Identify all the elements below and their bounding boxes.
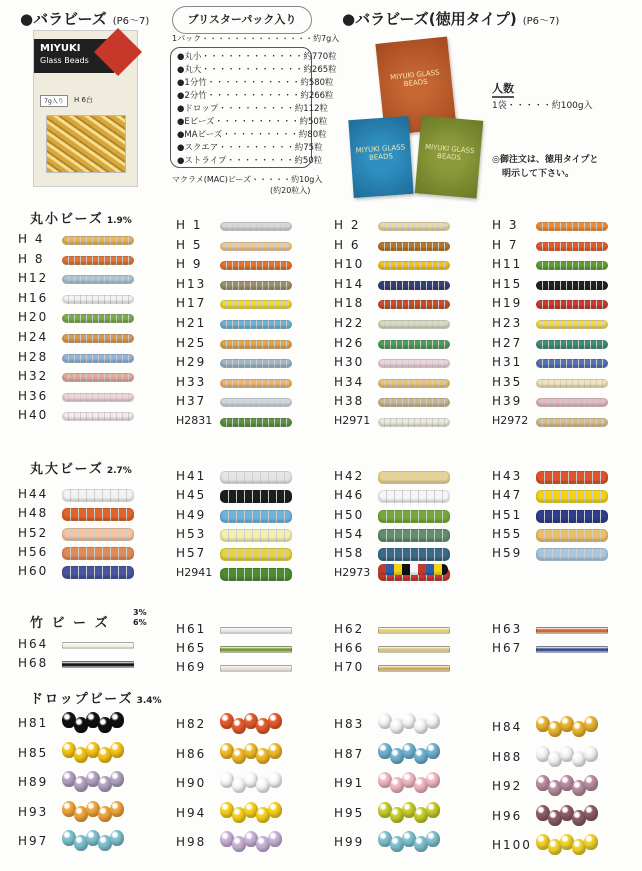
drop-bead-swatch	[220, 713, 290, 735]
bead-count-item: ●スクエア・・・・・・・・・約75粒	[177, 143, 323, 153]
bead-strand-swatch	[536, 529, 608, 542]
drop-bead-swatch	[378, 802, 448, 824]
bead-code-label: H19	[492, 296, 523, 311]
drop-bead	[426, 831, 440, 847]
bead-strand-swatch	[536, 471, 608, 484]
bead-strand-swatch	[536, 398, 608, 407]
drop-bead-swatch	[536, 805, 606, 827]
drop-bead	[584, 716, 598, 732]
bead-code-label: H 2	[334, 218, 361, 232]
bead-code-label: H65	[176, 641, 207, 655]
bead-code-label: H20	[18, 310, 49, 325]
order-note-line1: ◎御注文は、徳用タイプと	[492, 155, 599, 165]
green-bead-bag: MIYUKI GLASS BEADS	[415, 115, 484, 198]
bead-code-label: H30	[334, 355, 365, 370]
bead-code-label: H100	[492, 838, 532, 852]
bead-strand-swatch	[220, 281, 292, 290]
bead-strand-swatch	[536, 418, 608, 427]
bead-strand-swatch	[536, 510, 608, 523]
bead-code-label: H32	[18, 369, 49, 384]
drop-bead-swatch	[62, 801, 132, 823]
bead-code-label: H 9	[176, 257, 203, 272]
bead-code-label: H51	[492, 507, 523, 522]
per-bag-weight: 1袋・・・・・約100g入	[492, 101, 593, 111]
bead-strand-swatch	[220, 529, 292, 542]
bugle-bead-swatch	[378, 627, 450, 634]
bead-code-label: H2941	[176, 565, 213, 579]
drop-bead-swatch	[536, 775, 606, 797]
bead-code-label: H93	[18, 804, 49, 819]
drop-bead	[426, 772, 440, 788]
bead-strand-swatch	[536, 379, 608, 388]
value-bulk-header: ●バラビーズ(徳用タイプ) (P6〜7)	[342, 10, 560, 28]
bead-strand-swatch	[220, 242, 292, 251]
bead-strand-swatch	[536, 490, 608, 503]
bead-code-label: H14	[334, 276, 365, 291]
bead-code-label: H54	[334, 526, 365, 541]
bead-count-item: ●2分竹・・・・・・・・・・・約266粒	[177, 91, 334, 101]
drop-bead	[268, 831, 282, 847]
bead-strand-swatch	[220, 300, 292, 309]
bead-code-label: H39	[492, 394, 523, 409]
bead-code-label: H82	[176, 717, 207, 731]
bead-code-label: H22	[334, 316, 365, 330]
bead-strand-swatch	[62, 547, 134, 560]
bead-strand-swatch	[378, 418, 450, 427]
blue-bead-bag: MIYUKI GLASS BEADS	[348, 116, 413, 198]
bead-strand-swatch	[378, 564, 448, 575]
bead-strand-swatch	[536, 548, 608, 561]
bead-code-label: H68	[18, 656, 49, 670]
bead-strand-swatch	[220, 418, 292, 427]
bead-code-label: H2972	[492, 414, 529, 427]
bead-strand-swatch	[62, 412, 134, 421]
bead-code-label: H33	[176, 374, 207, 389]
section-title-take: 竹 ビ ー ズ 3% 6%	[30, 608, 147, 631]
bead-count-item: ●丸大・・・・・・・・・・・・約265粒	[177, 65, 337, 75]
drop-bead	[584, 775, 598, 791]
drop-bead-swatch	[536, 716, 606, 738]
drop-bead-swatch	[220, 802, 290, 824]
bead-code-label: H 5	[176, 237, 203, 252]
quantity-title: 人数	[492, 80, 514, 98]
drop-bead	[110, 712, 124, 728]
bead-code-label: H21	[176, 316, 207, 330]
bead-code-label: H41	[176, 469, 207, 483]
bead-code-label: H95	[334, 805, 365, 820]
bugle-bead-swatch	[62, 642, 134, 649]
bead-code-label: H 3	[492, 218, 519, 232]
bead-strand-swatch	[62, 393, 134, 402]
bead-strand-swatch	[220, 379, 292, 388]
bead-count-item: ●1分竹・・・・・・・・・・・約580粒	[177, 78, 334, 88]
drop-bead	[110, 830, 124, 846]
blister-pack-photo	[33, 30, 138, 187]
bead-strand-swatch	[536, 242, 608, 251]
drop-bead	[268, 743, 282, 759]
bead-strand-swatch	[378, 300, 450, 309]
bead-code-label: H42	[334, 469, 365, 483]
bead-strand-swatch	[220, 340, 292, 349]
bead-code-label: H84	[492, 720, 523, 734]
macrame-line: マクラメ(MAC)ビーズ・・・・・約10g入	[172, 175, 323, 184]
bead-strand-swatch	[378, 529, 450, 542]
bead-code-label: H 8	[18, 251, 45, 266]
drop-bead-swatch	[220, 831, 290, 853]
bugle-bead-swatch	[378, 665, 450, 672]
bead-code-label: H61	[176, 622, 207, 636]
section-title-drop: ドロップビーズ 3.4%	[30, 692, 162, 707]
bead-code-label: H67	[492, 641, 523, 655]
product-code-tag: H 6台	[74, 96, 93, 104]
bead-strand-swatch	[378, 510, 450, 523]
bead-code-label: H34	[334, 374, 365, 389]
macrame-count: (約20粒入)	[270, 186, 311, 195]
bead-code-label: H53	[176, 526, 207, 541]
bead-count-item: ●ストライプ・・・・・・・・約50粒	[177, 156, 323, 166]
bead-strand-swatch	[536, 222, 608, 231]
bead-strand-swatch	[62, 566, 134, 579]
bead-code-label: H11	[492, 257, 523, 272]
bead-code-label: H62	[334, 622, 365, 636]
drop-bead-swatch	[378, 713, 448, 735]
bead-code-label: H48	[18, 506, 49, 521]
drop-bead-swatch	[378, 743, 448, 765]
bead-strand-swatch	[62, 373, 134, 382]
bead-code-label: H90	[176, 776, 207, 790]
bead-code-label: H15	[492, 276, 523, 291]
bead-code-label: H63	[492, 622, 523, 636]
bead-code-label: H45	[176, 488, 207, 503]
bead-code-label: H 4	[18, 232, 45, 246]
drop-bead-swatch	[62, 830, 132, 852]
bead-code-label: H35	[492, 374, 523, 389]
bead-code-label: H88	[492, 749, 523, 764]
bead-code-label: H99	[334, 835, 365, 849]
bead-strand-swatch	[62, 489, 134, 502]
bead-strand-swatch	[62, 275, 134, 284]
bead-strand-swatch	[536, 300, 608, 309]
bead-code-label: H44	[18, 487, 49, 501]
bead-code-label: H12	[18, 271, 49, 286]
bead-strand-swatch	[536, 340, 608, 349]
bead-code-label: H87	[334, 746, 365, 761]
bead-code-label: H81	[18, 716, 49, 730]
bead-code-label: H26	[334, 335, 365, 350]
bead-code-label: H2831	[176, 414, 213, 427]
bead-strand-swatch	[378, 490, 450, 503]
bead-strand-swatch	[378, 242, 450, 251]
bead-count-item: ●Eビーズ・・・・・・・・・・約50粒	[177, 117, 328, 127]
bead-strand-swatch	[62, 508, 134, 521]
miyuki-logo: MIYUKI Glass Beads	[34, 39, 114, 73]
bugle-bead-swatch	[378, 646, 450, 653]
bead-strand-swatch	[220, 548, 292, 561]
bead-strand-swatch	[62, 236, 134, 245]
bead-code-label: H13	[176, 276, 207, 291]
bead-code-label: H89	[18, 775, 49, 789]
bead-code-label: H60	[18, 564, 49, 579]
bead-code-label: H50	[334, 507, 365, 522]
drop-bead-swatch	[536, 746, 606, 768]
bead-strand-swatch	[378, 340, 450, 349]
bead-code-label: H46	[334, 488, 365, 503]
bead-strand-swatch	[220, 568, 292, 581]
drop-bead-swatch	[62, 742, 132, 764]
bead-code-label: H86	[176, 746, 207, 761]
bead-code-label: H16	[18, 290, 49, 305]
bead-code-label: H49	[176, 507, 207, 522]
bead-code-label: H36	[18, 388, 49, 403]
bead-strand-swatch	[536, 359, 608, 368]
bead-code-label: H83	[334, 717, 365, 731]
bead-code-label: H58	[334, 546, 365, 561]
bead-strand-swatch	[378, 398, 450, 407]
bead-strand-swatch	[62, 295, 134, 304]
blister-pack-title: ブリスターパック入り	[172, 6, 312, 34]
bead-code-label: H37	[176, 394, 207, 409]
drop-bead-swatch	[536, 834, 606, 856]
bead-code-label: H64	[18, 637, 49, 651]
bead-strand-swatch	[220, 510, 292, 523]
bead-code-label: H40	[18, 408, 49, 423]
drop-bead	[584, 746, 598, 762]
bugle-bead-swatch	[220, 646, 292, 653]
drop-bead-swatch	[378, 772, 448, 794]
drop-bead	[268, 772, 282, 788]
drop-bead	[426, 713, 440, 729]
drop-bead	[584, 834, 598, 850]
bead-code-label: H24	[18, 330, 49, 344]
bead-strand-swatch	[62, 334, 134, 343]
bead-code-label: H43	[492, 469, 523, 483]
bugle-bead-swatch	[220, 665, 292, 672]
bead-code-label: H28	[18, 349, 49, 364]
bead-strand-swatch	[62, 354, 134, 363]
bead-strand-swatch	[536, 261, 608, 270]
bead-code-label: H25	[176, 335, 207, 350]
bead-strand-swatch	[62, 528, 134, 541]
drop-bead	[110, 801, 124, 817]
order-note-line2: 明示して下さい。	[502, 169, 575, 179]
bead-code-label: H27	[492, 335, 523, 350]
bugle-bead-swatch	[536, 627, 608, 634]
bead-strand-swatch	[220, 261, 292, 270]
bead-strand-swatch	[62, 314, 134, 323]
drop-bead	[426, 743, 440, 759]
bead-code-label: H97	[18, 834, 49, 848]
section-title-marudai: 丸大ビーズ 2.7%	[30, 462, 132, 477]
drop-bead-swatch	[62, 712, 132, 734]
bead-code-label: H2973	[334, 565, 371, 579]
drop-bead	[268, 713, 282, 729]
bead-strand-swatch	[220, 320, 292, 329]
drop-bead	[110, 771, 124, 787]
bead-code-label: H94	[176, 805, 207, 820]
bead-strand-swatch	[220, 359, 292, 368]
bead-code-label: H55	[492, 526, 523, 541]
bead-code-label: H85	[18, 745, 49, 760]
bead-strand-swatch	[220, 490, 292, 503]
gold-bead-tray	[46, 115, 126, 173]
bead-code-label: H57	[176, 546, 207, 561]
bead-strand-swatch	[378, 320, 450, 329]
bead-code-label: H69	[176, 660, 207, 674]
bugle-bead-swatch	[220, 627, 292, 634]
bead-code-label: H 6	[334, 237, 361, 252]
bead-code-label: H 1	[176, 218, 203, 232]
bead-strand-swatch	[378, 359, 450, 368]
bead-code-label: H52	[18, 525, 49, 540]
bead-code-label: H2971	[334, 414, 371, 427]
bead-strand-swatch	[378, 281, 450, 290]
orange-bead-bag: MIYUKI GLASS BEADS	[375, 36, 456, 135]
bead-code-label: H 7	[492, 237, 519, 252]
bead-code-label: H23	[492, 316, 523, 330]
bead-code-label: H70	[334, 660, 365, 674]
bugle-bead-swatch	[536, 646, 608, 653]
bead-code-label: H96	[492, 808, 523, 823]
bead-code-label: H66	[334, 641, 365, 655]
bead-count-item: ●ドロップ・・・・・・・・・約112粒	[177, 104, 328, 114]
bead-strand-swatch	[378, 222, 450, 231]
bead-count-item: ●MAビーズ・・・・・・・・・約80粒	[177, 130, 327, 140]
bead-code-label: H47	[492, 488, 523, 503]
bead-code-label: H92	[492, 779, 523, 793]
drop-bead-swatch	[220, 772, 290, 794]
drop-bead-swatch	[62, 771, 132, 793]
bead-strand-swatch	[220, 398, 292, 407]
bead-code-label: H10	[334, 257, 365, 272]
bead-code-label: H17	[176, 296, 207, 311]
bead-code-label: H29	[176, 355, 207, 370]
bead-code-label: H56	[18, 544, 49, 559]
section-title-marusho: 丸小ビーズ 1.9%	[30, 212, 132, 227]
bead-code-label: H91	[334, 776, 365, 790]
bead-strand-swatch	[62, 256, 134, 265]
bead-strand-swatch	[536, 320, 608, 329]
bead-strand-swatch	[220, 471, 292, 484]
bead-count-list	[170, 47, 337, 168]
bead-code-label: H31	[492, 355, 523, 370]
bulk-beads-header: ●バラビーズ (P6〜7)	[20, 10, 150, 28]
drop-bead-swatch	[378, 831, 448, 853]
drop-bead	[426, 802, 440, 818]
drop-bead-swatch	[220, 743, 290, 765]
bead-code-label: H38	[334, 394, 365, 409]
bead-strand-swatch	[536, 281, 608, 290]
bead-code-label: H59	[492, 546, 523, 561]
bead-strand-swatch	[378, 379, 450, 388]
weight-tag: 7g入り	[40, 95, 68, 107]
drop-bead	[268, 802, 282, 818]
bead-strand-swatch	[378, 471, 450, 484]
drop-bead	[584, 805, 598, 821]
drop-bead	[110, 742, 124, 758]
bead-strand-swatch	[220, 222, 292, 231]
bead-code-label: H18	[334, 296, 365, 311]
per-pack-weight: 1パック・・・・・・・・・・・・・・約7g入	[172, 34, 340, 43]
bugle-bead-swatch	[62, 661, 134, 668]
bead-strand-swatch	[378, 261, 450, 270]
bead-count-item: ●丸小・・・・・・・・・・・・約770粒	[177, 52, 337, 62]
bead-strand-swatch	[378, 548, 450, 561]
bead-code-label: H98	[176, 835, 207, 849]
